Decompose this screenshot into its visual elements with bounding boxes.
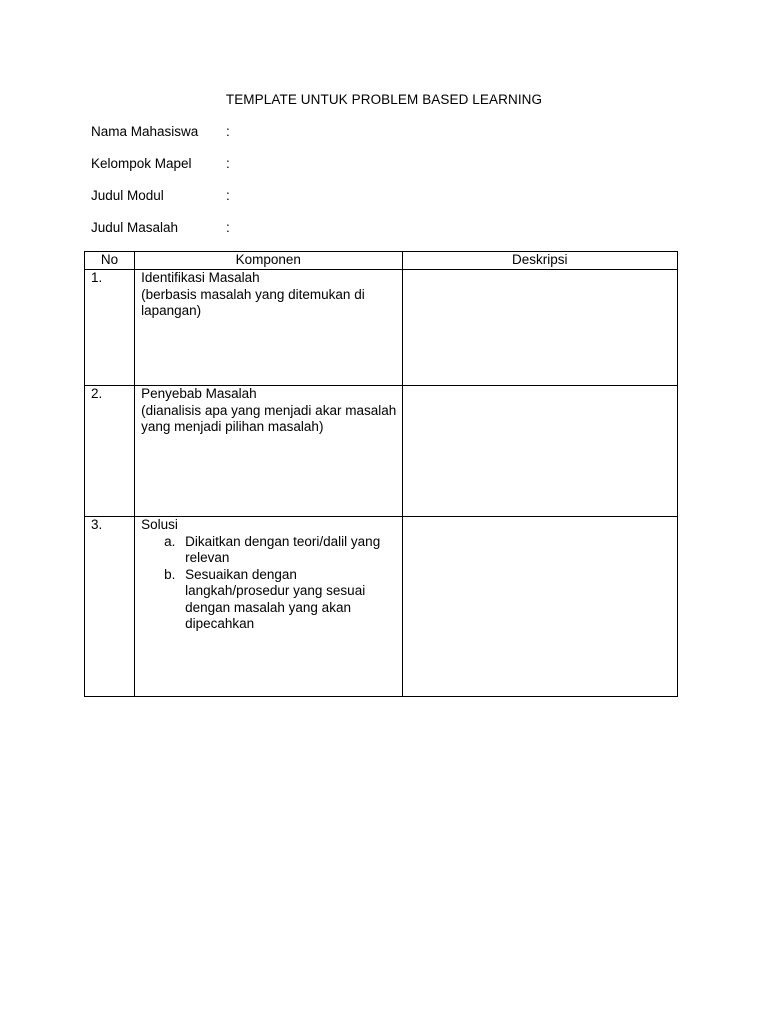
field-kelompok-mapel	[91, 155, 491, 173]
field-colon: :	[226, 156, 230, 171]
document-title: TEMPLATE UNTUK PROBLEM BASED LEARNING	[225, 92, 543, 107]
field-judul-masalah	[91, 219, 491, 237]
komponen-title: Identifikasi Masalah	[141, 270, 260, 285]
list-item-text: Dikaitkan dengan teori/dalil yang relevan	[185, 533, 381, 565]
row-number: 3.	[85, 517, 135, 697]
deskripsi-cell[interactable]	[402, 517, 677, 697]
field-label: Nama Mahasiswa	[91, 124, 199, 139]
field-label: Judul Masalah	[91, 220, 179, 235]
list-marker: b.	[164, 566, 176, 582]
komponen-detail: (dianalisis apa yang menjadi akar masalah yang menjadi pilihan masalah)	[141, 402, 397, 434]
field-colon: :	[226, 124, 230, 139]
komponen-detail: (berbasis masalah yang ditemukan di lapangan)	[141, 286, 365, 318]
table-row	[85, 270, 678, 386]
field-label: Kelompok Mapel	[91, 156, 192, 171]
field-label: Judul Modul	[91, 188, 164, 203]
komponen-cell	[135, 517, 402, 697]
list-item	[141, 534, 397, 567]
row-number: 1.	[85, 270, 135, 386]
komponen-cell	[135, 270, 402, 386]
list-item	[141, 567, 397, 633]
komponen-title: Penyebab Masalah	[141, 386, 257, 401]
row-number: 2.	[85, 386, 135, 517]
komponen-cell	[135, 386, 402, 517]
list-item-text: Sesuaikan dengan langkah/prosedur yang sesuai dengan masalah yang akan dipecahkan	[185, 566, 366, 631]
table-row	[85, 386, 678, 517]
header-komponen: Komponen	[135, 252, 402, 270]
pbl-table	[84, 251, 678, 697]
deskripsi-cell[interactable]	[402, 386, 677, 517]
field-nama-mahasiswa	[91, 123, 491, 141]
header-no: No	[85, 252, 135, 270]
table-header-row	[85, 252, 678, 270]
list-marker: a.	[164, 533, 176, 549]
field-judul-modul	[91, 187, 491, 205]
field-colon: :	[226, 188, 230, 203]
komponen-title: Solusi	[141, 517, 178, 532]
field-colon: :	[226, 220, 230, 235]
header-deskripsi: Deskripsi	[402, 252, 677, 270]
solusi-list	[141, 534, 397, 633]
table-row	[85, 517, 678, 697]
deskripsi-cell[interactable]	[402, 270, 677, 386]
